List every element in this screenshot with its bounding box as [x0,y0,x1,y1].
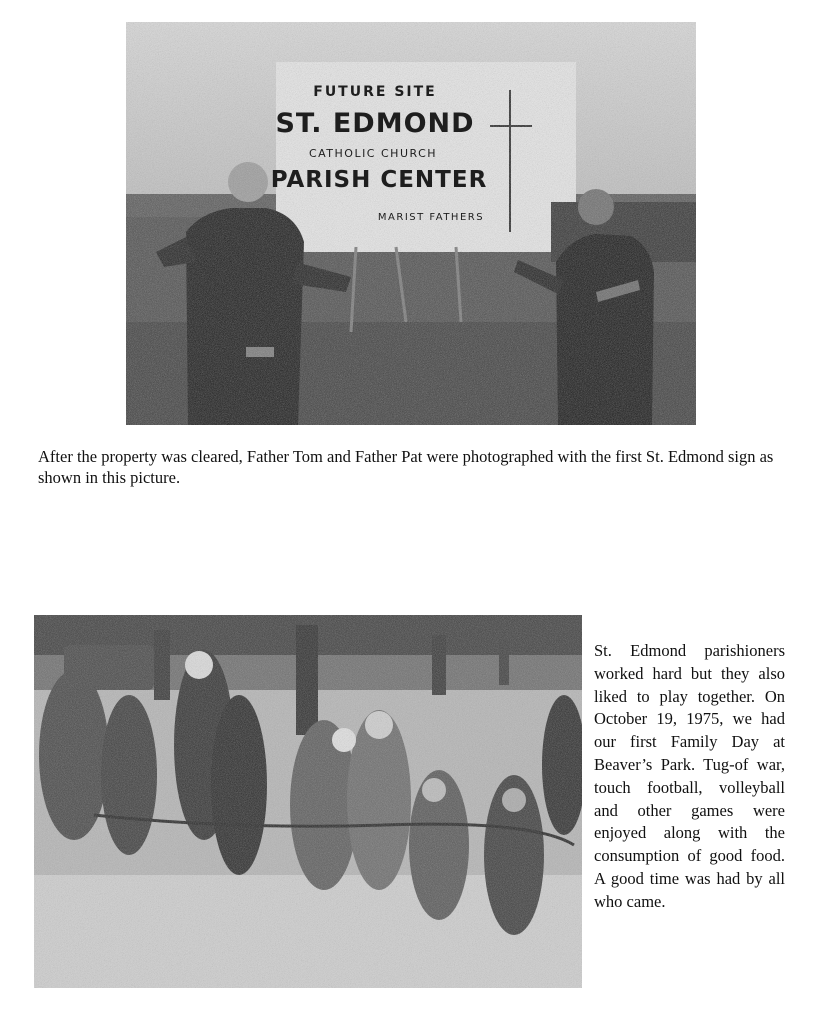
family-day-photo-drawing [34,615,582,988]
sign-line-catholic-church: CATHOLIC CHURCH [308,147,438,160]
priests-sign-photo [126,22,696,425]
sign-line-marist-fathers: MARIST FATHERS [377,212,485,223]
sign-line-future-site: FUTURE SITE [313,84,437,100]
photo-caption: After the property was cleared, Father Tom and Father Pat were photographed with the first St. Edmond sign as shown in this picture. [38,447,774,487]
sign-line-st-edmond: ST. EDMOND [275,108,475,139]
family-day-paragraph: St. Edmond parishioners worked hard but they also liked to play together. On October 19, 1975, we had our first Family Day at Beaver’s Park. Tug-of war, touch football, volleyball and other games were enjoyed along with the consumption of good food. A good time was had by all who came. [594,641,785,911]
sign-line-parish-center: PARISH CENTER [270,167,488,193]
family-day-photo [34,615,582,988]
priests-sign-photo-drawing [126,22,696,425]
